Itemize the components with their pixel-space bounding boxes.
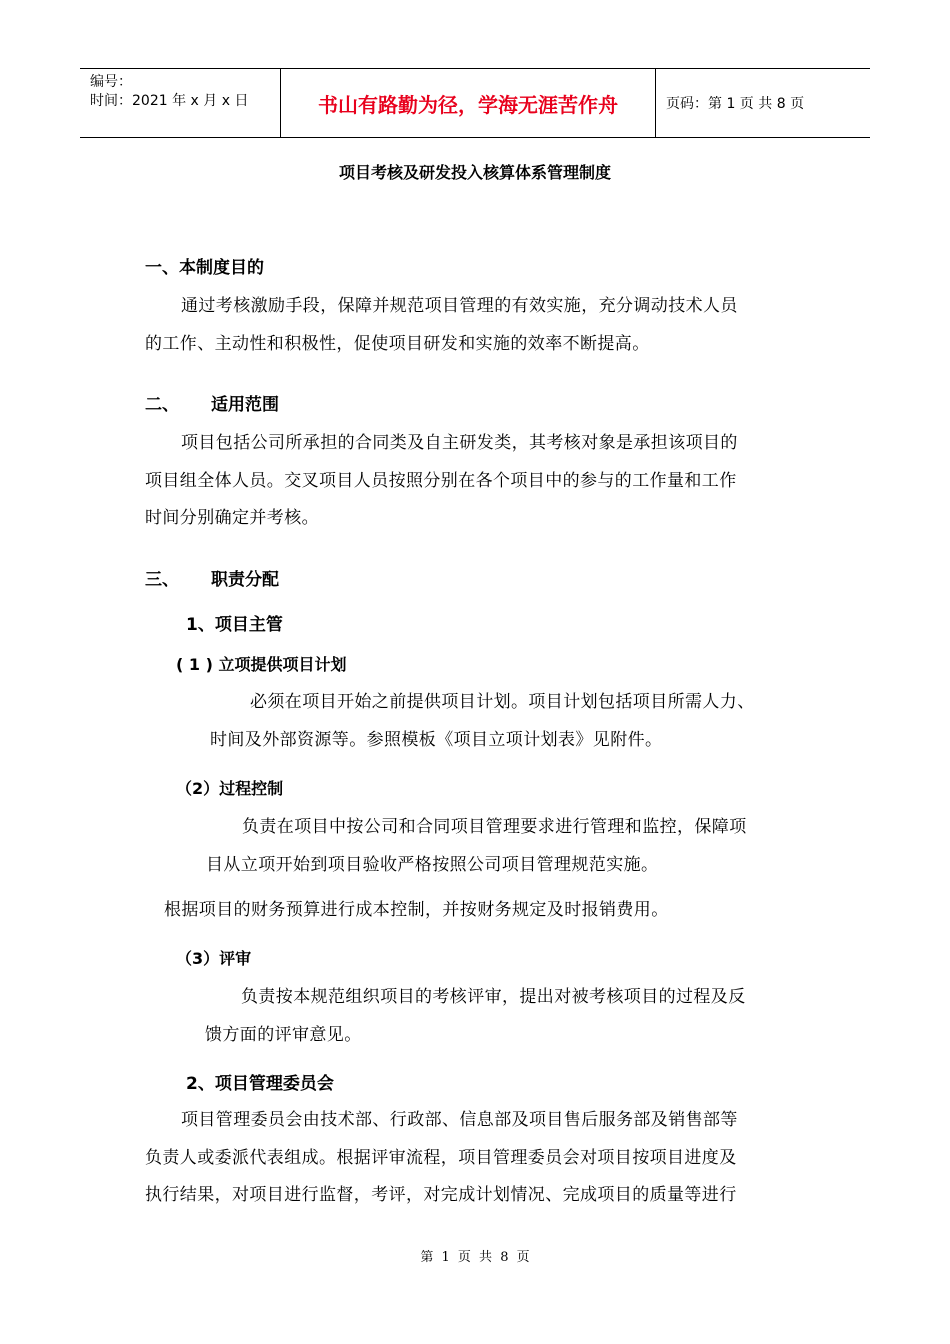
item-plan-line: 时间及外部资源等。参照模板《项目立项计划表》见附件。: [210, 729, 663, 750]
section-2-title: 适用范围: [211, 395, 279, 415]
section-2-heading: [145, 390, 279, 415]
section-1-line: 通过考核激励手段，保障并规范项目管理的有效实施，充分调动技术人员: [181, 296, 738, 316]
section-2-line: 项目包括公司所承担的合同类及自主研发类，其考核对象是承担该项目的: [181, 433, 738, 453]
section-2-number: 二、: [145, 395, 179, 415]
item-review-line: 馈方面的评审意见。: [205, 1024, 362, 1045]
committee-body: [145, 1102, 738, 1215]
committee-line: 项目管理委员会由技术部、行政部、信息部及项目售后服务部及销售部等: [181, 1110, 738, 1130]
subsection-committee: 2、项目管理委员会: [186, 1074, 334, 1094]
section-1-title: 本制度目的: [179, 258, 264, 278]
item-process-line: 负责在项目中按公司和合同项目管理要求进行管理和监控，保障项: [242, 817, 747, 837]
section-2-line: 项目组全体人员。交叉项目人员按照分别在各个项目中的参与的工作量和工作: [145, 470, 737, 491]
section-1-body: [145, 288, 738, 363]
document-header: [80, 68, 870, 138]
item-process-title: （2）过程控制: [176, 779, 284, 798]
section-3-number: 三、: [145, 570, 179, 590]
item-plan-line: 必须在项目开始之前提供项目计划。项目计划包括项目所需人力、: [250, 692, 755, 712]
item-review-line: 负责按本规范组织项目的考核评审，提出对被考核项目的过程及反: [241, 987, 746, 1007]
item-review-title: （3）评审: [176, 949, 252, 968]
section-3-title: 职责分配: [211, 570, 279, 590]
item-review-body: [205, 979, 746, 1054]
document-title: 项目考核及研发投入核算体系管理制度: [338, 163, 611, 182]
item-process-body: [206, 809, 747, 884]
section-1-number: 一、: [145, 258, 179, 278]
item-plan-title: ( 1 ) 立项提供项目计划: [176, 655, 347, 674]
committee-line: 负责人或委派代表组成。根据评审流程，项目管理委员会对项目按项目进度及: [145, 1147, 737, 1168]
section-2-body: [145, 425, 738, 538]
header-motto: 书山有路勤为径，学海无涯苦作舟: [280, 69, 656, 137]
header-time-label: 时间：2021 年 x 月 x 日: [90, 93, 249, 109]
item-plan-body: [210, 684, 755, 759]
subsection-project-manager: 1、项目主管: [186, 615, 283, 635]
section-3-heading: [145, 565, 279, 590]
section-1-line: 的工作、主动性和积极性，促使项目研发和实施的效率不断提高。: [145, 333, 650, 354]
header-page-info: 页码：第 1 页 共 8 页: [666, 96, 805, 112]
item-process-extra: 根据项目的财务预算进行成本控制，并按财务规定及时报销费用。: [164, 900, 669, 920]
item-process-line: 目从立项开始到项目验收严格按照公司项目管理规范实施。: [206, 854, 659, 875]
header-meta: [80, 69, 280, 137]
header-number-label: 编号：: [90, 74, 132, 90]
section-1-heading: [145, 253, 264, 278]
page-footer: 第 1 页 共 8 页: [420, 1250, 530, 1265]
section-2-line: 时间分别确定并考核。: [145, 508, 319, 528]
committee-line: 执行结果，对项目进行监督，考评，对完成计划情况、完成项目的质量等进行: [145, 1185, 737, 1205]
